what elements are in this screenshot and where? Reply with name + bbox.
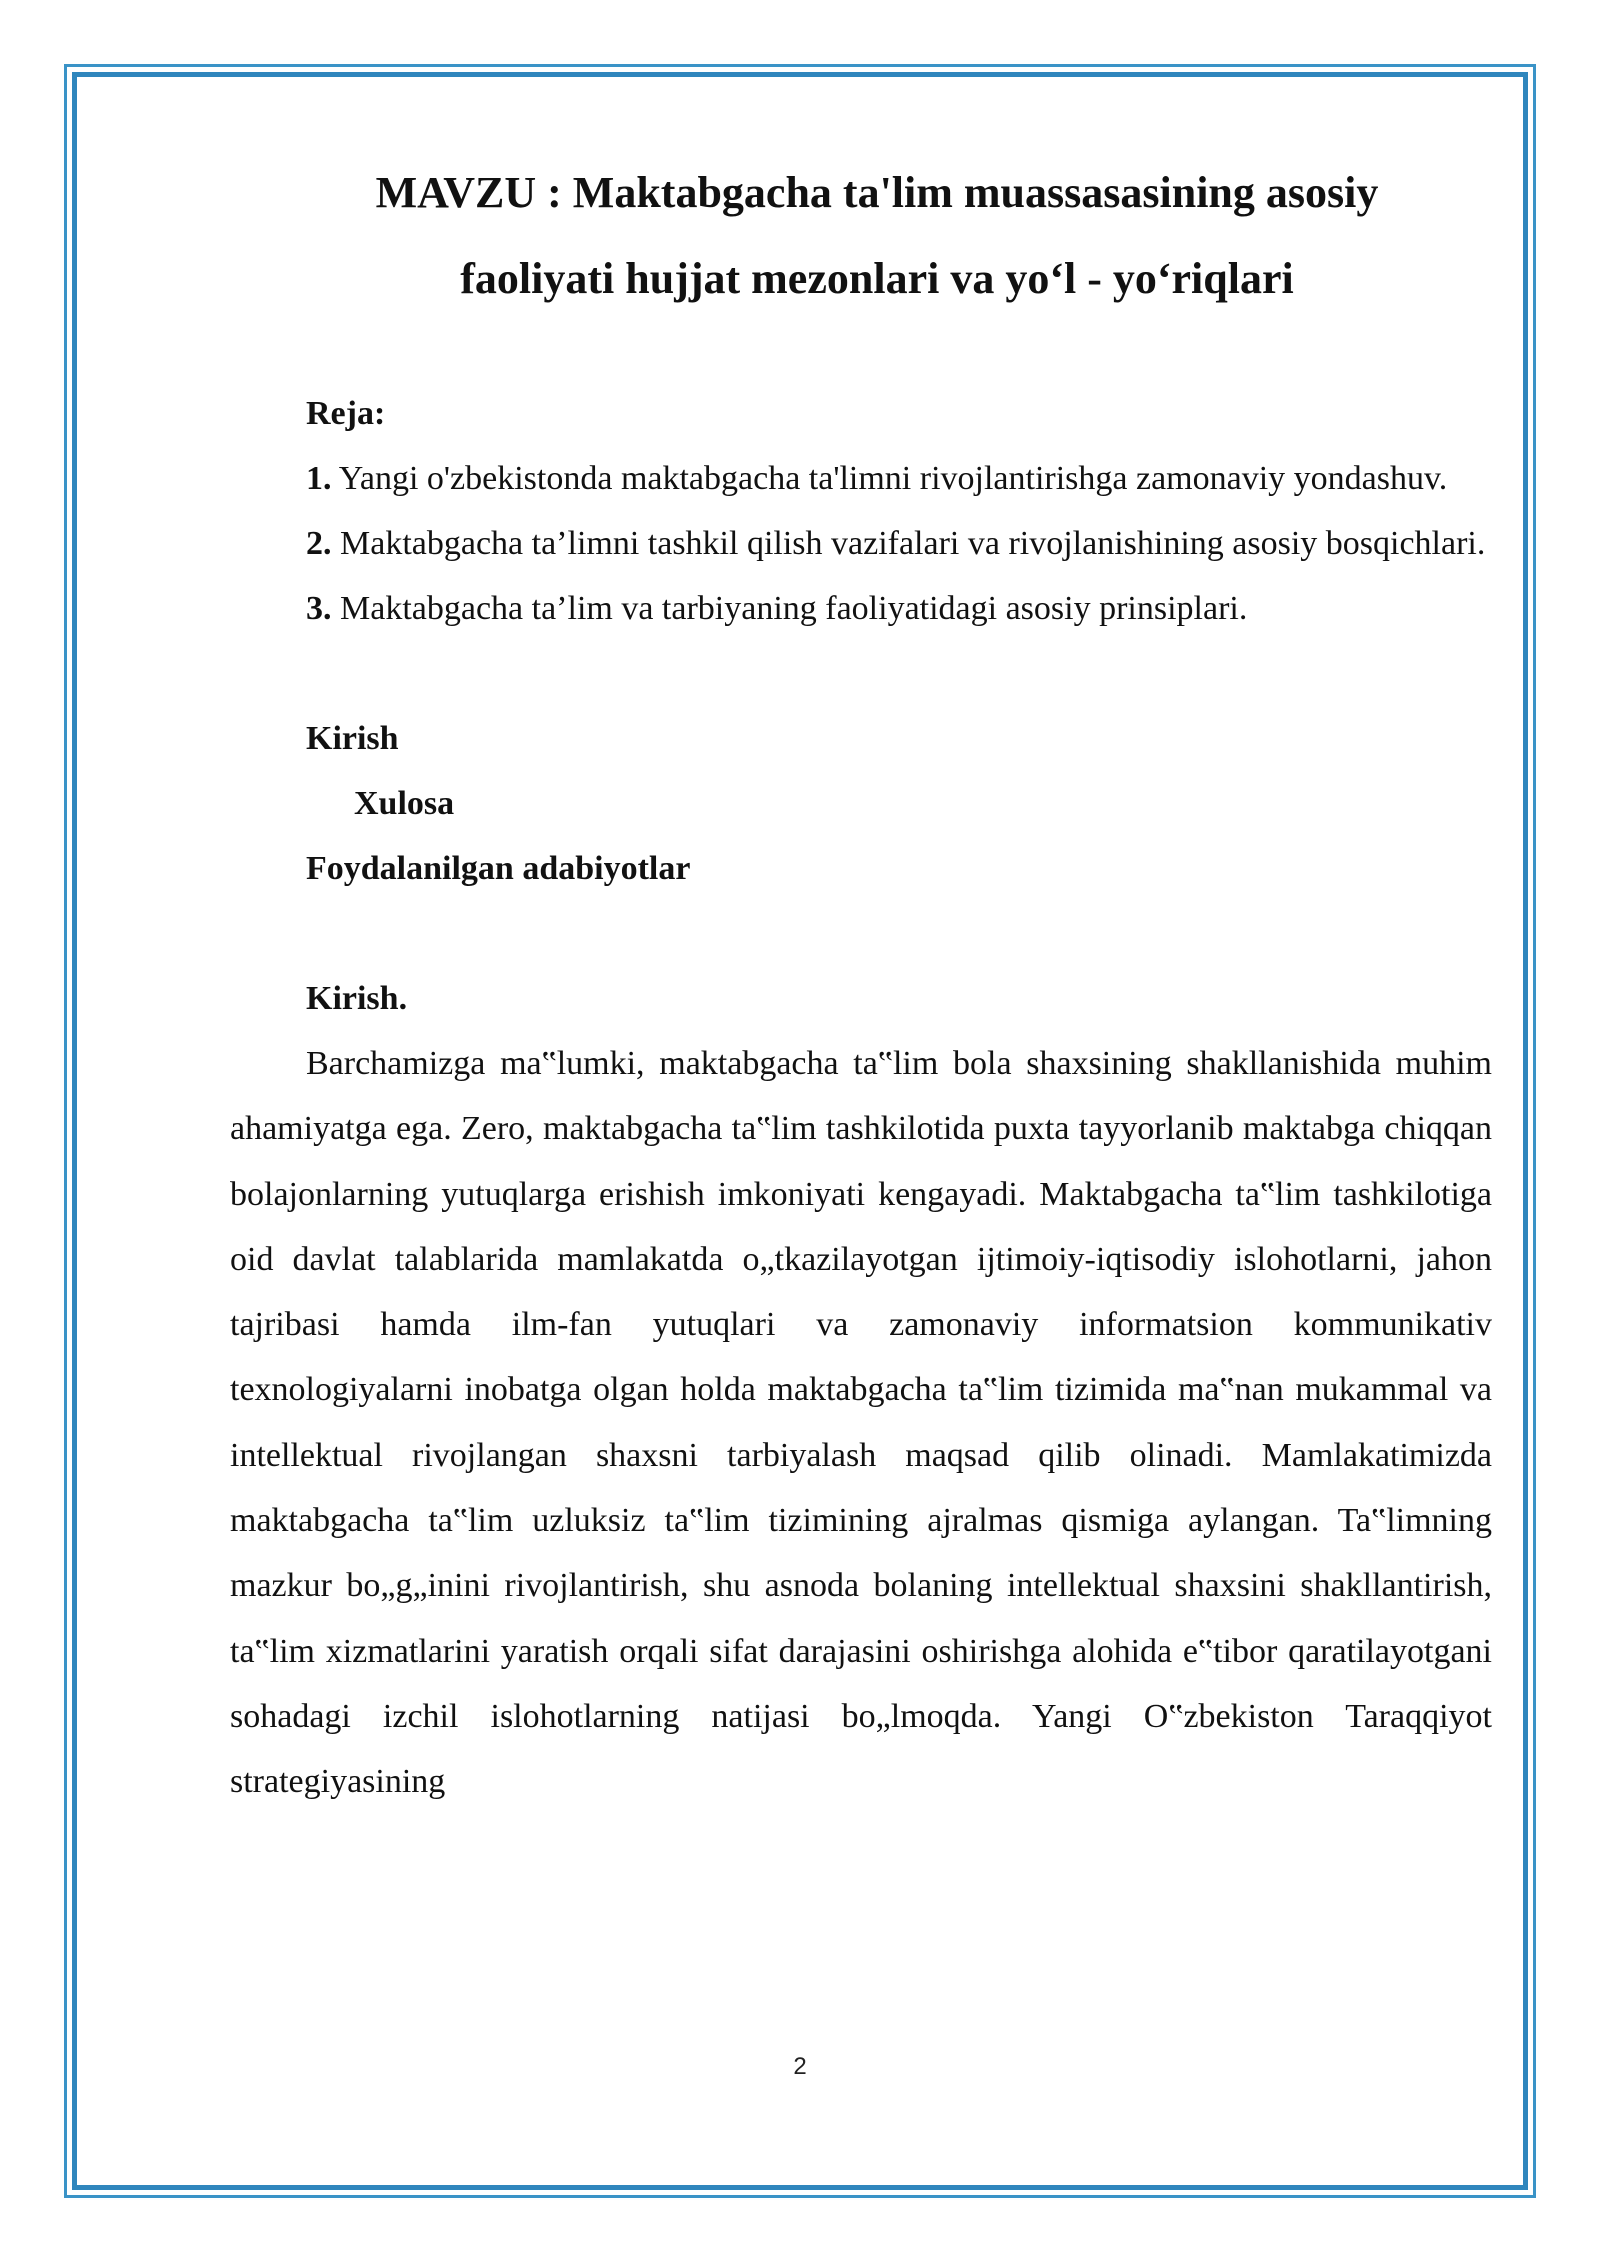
contents-intro: Kirish	[306, 720, 399, 757]
plan-item-1	[230, 446, 1492, 511]
spacer	[230, 901, 1492, 966]
plan-item-text: Yangi o'zbekistonda maktabgacha ta'limni rivojlantirishga zamonaviy yondashuv.	[331, 460, 1448, 497]
section-heading: Kirish.	[306, 980, 408, 1017]
plan-item-number: 3.	[306, 590, 332, 627]
title-line-1: MAVZU : Maktabgacha ta'lim muassasasining asosiy	[375, 168, 1379, 217]
page-number: 2	[793, 2053, 807, 2080]
plan-item-number: 2.	[306, 525, 332, 562]
spacer	[230, 641, 1492, 706]
intro-paragraph: Barchamizga ma‟lumki, maktabgacha ta‟lim bola shaxsining shakllanishida muhim ahamiyatga ega. Zero, maktabgacha ta‟lim tashkilotida puxta tayyorlanib maktabga chiqqan bolajonlarning yutuqlarga erishish imkoniyati kengayadi. Maktabgacha ta‟lim tashkilotiga oid davlat talablarida mamlakatda o„tkazilayotgan ijtimoiy-iqtisodiy islohotlarni, jahon tajribasi hamda ilm-fan yutuqlari va zamonaviy informatsion kommunikativ texnologiyalarni inobatga olgan holda maktabgacha ta‟lim tizimida ma‟nan mukammal va intellektual rivojlangan shaxsni tarbiyalash maqsad qilib olinadi. Mamlakatimizda maktabgacha ta‟lim uzluksiz ta‟lim tizimining ajralmas qismiga aylangan. Ta‟limning mazkur bo„g„inini rivojlantirish, shu asnoda bolaning intellektual shaxsini shakllantirish, ta‟lim xizmatlarini yaratish orqali sifat darajasini oshirishga alohida e‟tibor qaratilayotgani sohadagi izchil islohotlarning natijasi bo„lmoqda. Yangi O‟zbekiston Taraqqiyot strategiyasining	[230, 1045, 1492, 1801]
plan-item-2	[230, 511, 1492, 576]
plan-item-3	[230, 576, 1492, 641]
plan-section	[230, 381, 1492, 1815]
contents-references: Foydalanilgan adabiyotlar	[306, 850, 691, 887]
contents-conclusion: Xulosa	[354, 785, 455, 822]
plan-heading: Reja:	[306, 395, 386, 432]
plan-item-text: Maktabgacha ta’lim va tarbiyaning faoliyatidagi asosiy prinsiplari.	[331, 590, 1248, 627]
plan-item-number: 1.	[306, 460, 332, 497]
document-title	[230, 150, 1492, 322]
title-line-2: faoliyati hujjat mezonlari va yo‘l - yo‘riqlari	[460, 254, 1294, 303]
plan-item-text: Maktabgacha ta’limni tashkil qilish vazifalari va rivojlanishining asosiy bosqichlari.	[331, 525, 1486, 562]
